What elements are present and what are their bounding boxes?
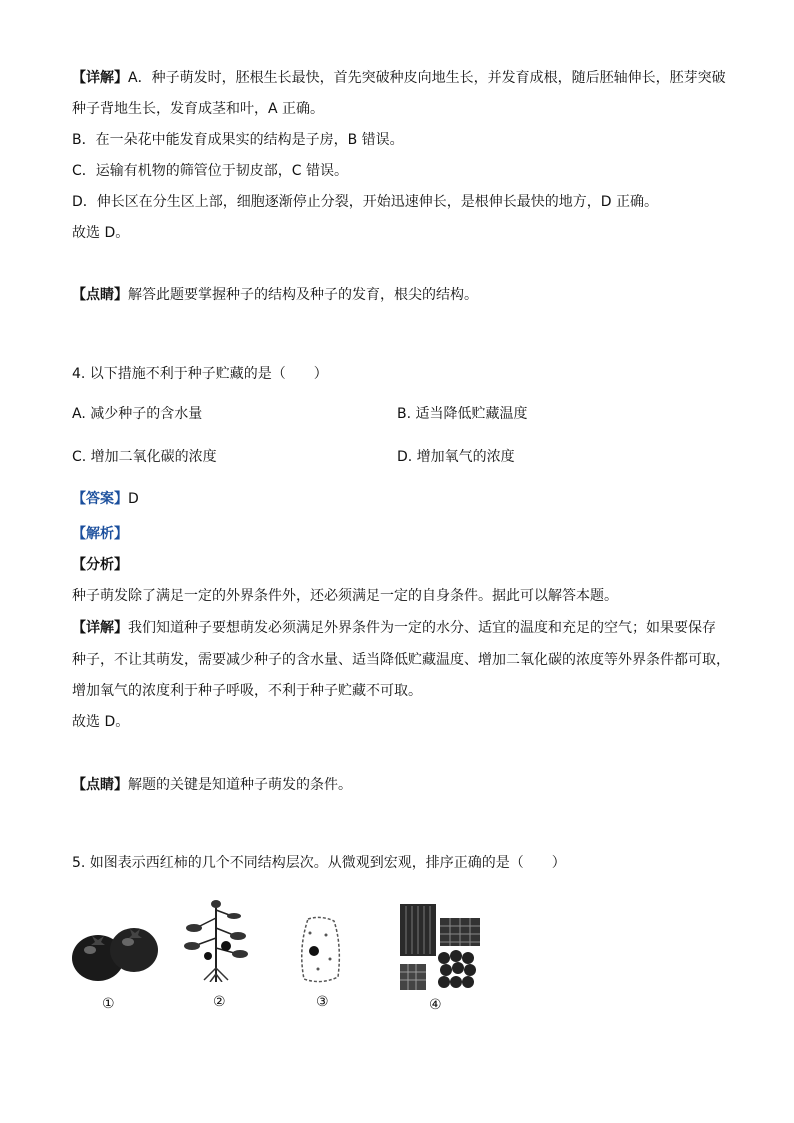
q4-point [72,775,352,795]
point-text: 解答此题要掌握种子的结构及种子的发育，根尖的结构。 [128,287,478,303]
q4-option-a: A. 减少种子的含水量 [72,406,203,422]
q4-option-b: B. 适当降低贮藏温度 [397,406,528,422]
figure-caption-2: ② [213,994,226,1010]
plant-tissue-image [398,902,482,994]
point-tag: 【点睛】 [72,287,128,303]
figure-caption-1: ① [102,996,115,1012]
q4-detail-line-3: 增加氧气的浓度利于种子呼吸，不利于种子贮藏不可取。 [72,683,422,699]
answer-tag: 【答案】 [72,491,128,507]
q3-line-d: D．伸长区在分生区上部，细胞逐渐停止分裂，开始迅速伸长，是根伸长最快的地方，D 正确。 [72,194,659,210]
q4-option-d: D. 增加氧气的浓度 [397,449,515,465]
tomato-plant-image [180,898,252,982]
detail-tag: 【详解】 [72,70,128,86]
plant-cell-image [296,915,346,985]
q4-analysis-text: 种子萌发除了满足一定的外界条件外，还必须满足一定的自身条件。据此可以解答本题。 [72,588,618,604]
tomato-fruit-image [70,920,160,986]
q4-choose: 故选 D。 [72,714,130,730]
q5-stem: 5. 如图表示西红柿的几个不同结构层次。从微观到宏观，排序正确的是（ ） [72,855,566,871]
detail-text: A．种子萌发时，胚根生长最快，首先突破种皮向地生长，并发育成根，随后胚轴伸长，胚芽突破 [128,70,726,86]
point-tag: 【点睛】 [72,777,128,793]
detail-tag: 【详解】 [72,620,128,636]
q3-point [72,285,478,305]
detail-text: 我们知道种子要想萌发必须满足外界条件为一定的水分、适宜的温度和充足的空气；如果要保存 [128,620,716,636]
answer-text: D [128,491,139,507]
q3-detail-line-2: 种子背地生长，发育成茎和叶，A 正确。 [72,101,325,117]
q4-stem: 4. 以下措施不利于种子贮藏的是（ ） [72,366,328,382]
figure-caption-4: ④ [429,997,442,1013]
q3-choose: 故选 D。 [72,225,130,241]
point-text: 解题的关键是知道种子萌发的条件。 [128,777,352,793]
q4-analysis-sub: 【分析】 [72,557,128,573]
figure-caption-3: ③ [316,994,329,1010]
q4-detail-line-1 [72,618,716,638]
q4-option-c: C. 增加二氧化碳的浓度 [72,449,217,465]
q3-line-c: C．运输有机物的筛管位于韧皮部，C 错误。 [72,163,348,179]
q3-detail-line-1 [72,68,726,88]
q4-analysis-tag: 【解析】 [72,526,128,542]
q4-answer [72,489,139,509]
q3-line-b: B．在一朵花中能发育成果实的结构是子房，B 错误。 [72,132,404,148]
q4-detail-line-2: 种子，不让其萌发，需要减少种子的含水量、适当降低贮藏温度、增加二氧化碳的浓度等外界条件都可取， [72,652,730,668]
